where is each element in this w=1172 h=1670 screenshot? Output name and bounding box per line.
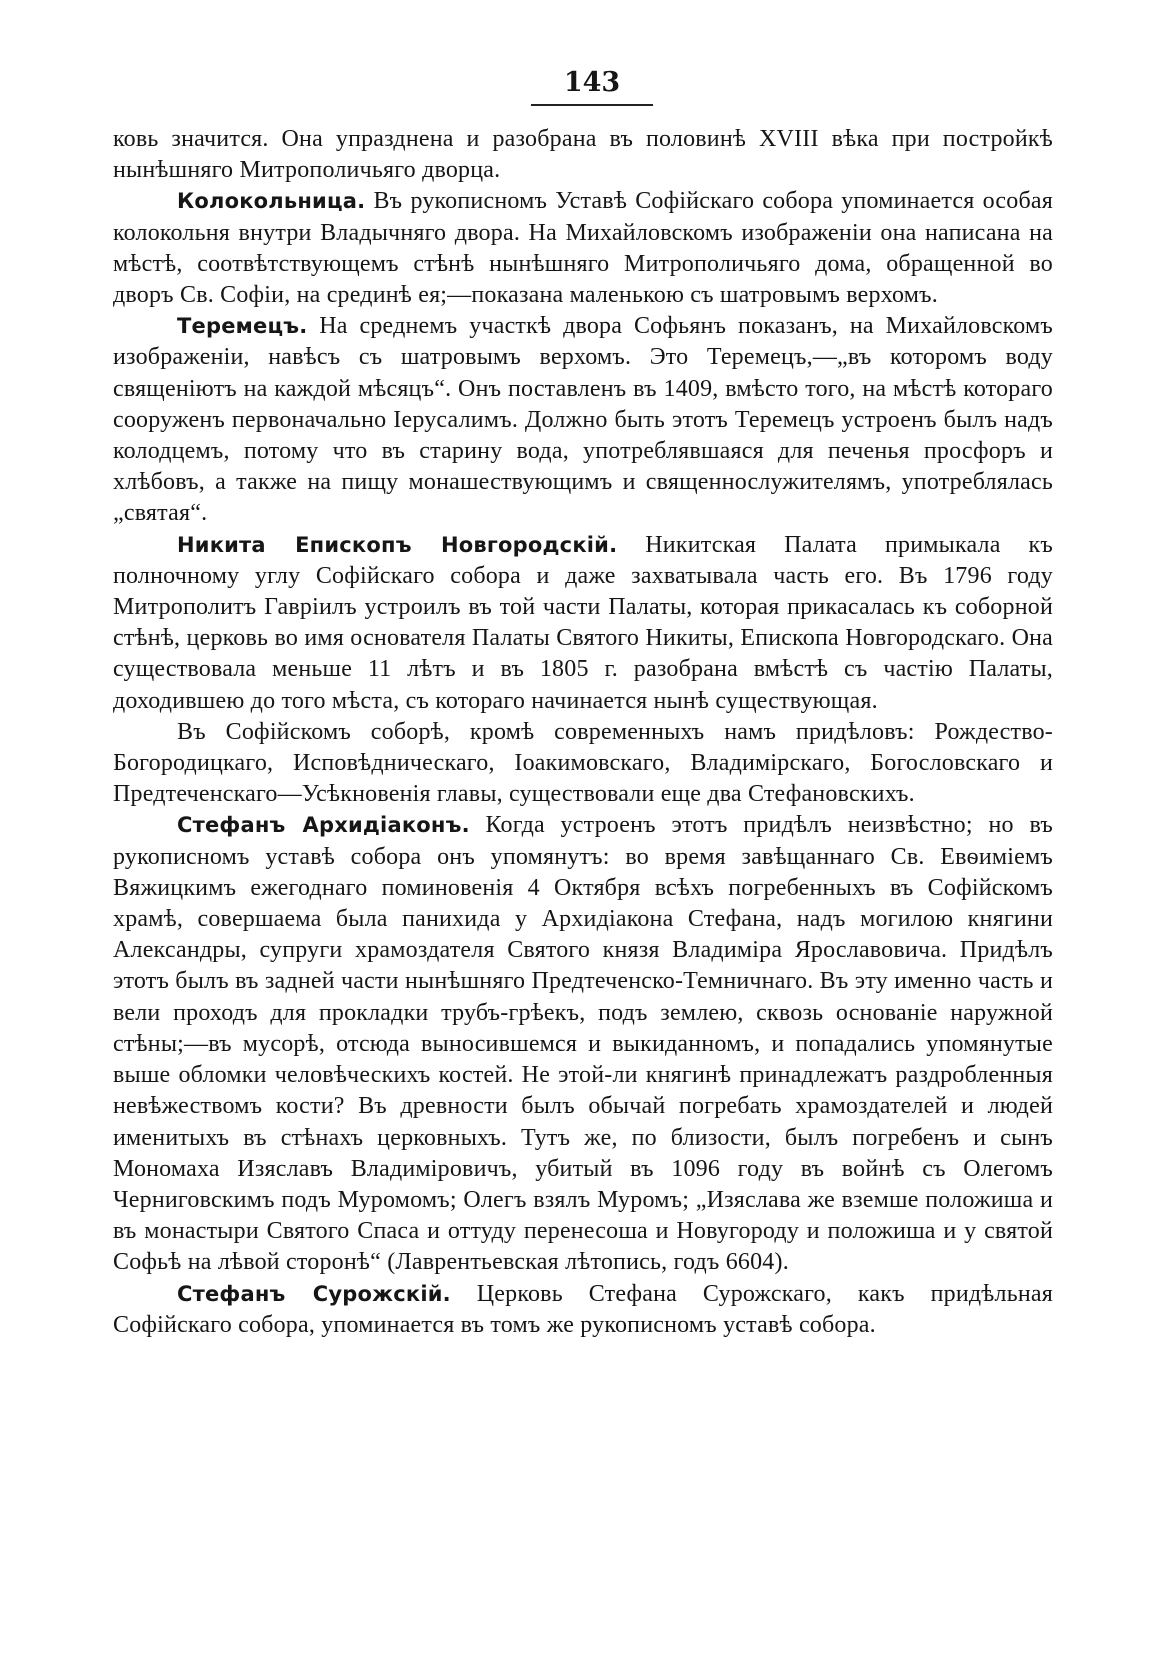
paragraph-heading: Колокольница. <box>177 189 366 214</box>
paragraph-text: Въ Софійскомъ соборѣ, кромѣ современныхъ намъ придѣловъ: Рождество-Богородицкаго, Исповѣдническаго, Іоакимовскаго, Владимірскаго, Богословскаго и Предтеченскаго—Усѣкновенія главы, существовали еще два Стефановскихъ. <box>113 718 1053 808</box>
paragraph-kolokolnitsa <box>113 186 1053 311</box>
paragraph-chapels <box>113 717 1053 811</box>
paragraph-text: Никитская Палата примыкала къ полночному углу Софійскаго собора и даже захватывала часть его. Въ 1796 году Митрополитъ Гавріилъ устроилъ въ той части Палаты, которая прикасалась къ соборной стѣнѣ, церковь во имя основателя Палаты Святого Никиты, Епископа Новгородскаго. Она существовала меньше 11 лѣтъ и въ 1805 г. разобрана вмѣстѣ съ частію Палаты, доходившею до того мѣста, съ котораго начинается нынѣ существующая. <box>113 531 1053 714</box>
book-page <box>113 66 1053 1341</box>
paragraph-text: ковь значится. Она упразднена и разобрана въ половинѣ XVIII вѣка при постройкѣ нынѣшняго Митрополичьяго дворца. <box>113 126 1053 184</box>
page-number: 143 <box>563 67 621 98</box>
paragraph-heading: Стефанъ Архидіаконъ. <box>177 813 470 838</box>
paragraph-text: Въ рукописномъ Уставѣ Софійскаго собора упоминается особая колокольня внутри Владычняго двора. На Михайловскомъ изображеніи она написана на мѣстѣ, соотвѣтствующемъ стѣнѣ нынѣшняго Митрополичьяго дома, обращенной во дворъ Св. Софіи, на срединѣ ея;—показана маленькою съ шатровымъ верхомъ. <box>113 188 1053 309</box>
paragraph-stefan-archdeacon <box>113 810 1053 1278</box>
paragraph-heading: Стефанъ Сурожскій. <box>177 1281 451 1306</box>
paragraph-text: На среднемъ участкѣ двора Софьянъ показанъ, на Михайловскомъ изображеніи, навѣсъ съ шатровымъ верхомъ. Это Теремецъ,—„въ которомъ воду священіютъ на каждой мѣсяцъ“. Онъ поставленъ въ 1409, вмѣсто того, на мѣстѣ котораго сооруженъ первоначально Іерусалимъ. Должно быть этотъ Теремецъ устроенъ былъ надъ колодцемъ, потому что въ старину вода, употреблявшаяся для печенья просфоръ и хлѣбовъ, а также на пищу монашествующимъ и священнослужителямъ, употреблялась „святая“. <box>113 313 1053 527</box>
paragraph-text: Когда устроенъ этотъ придѣлъ неизвѣстно; но въ рукописномъ уставѣ собора онъ упомянутъ: во время завѣщаннаго Св. Евѳиміемъ Вяжицкимъ ежегоднаго поминовенія 4 Октября всѣхъ погребенныхъ въ Софійскомъ храмѣ, совершаема была панихида у Архидіакона Стефана, надъ могилою княгини Александры, супруги храмоздателя Святого князя Владиміра Ярославовича. Придѣлъ этотъ былъ въ задней части нынѣшняго Предтеченско-Темничнаго. Въ эту именно часть и вели проходъ для прокладки трубъ-грѣекъ, подъ землею, сквозь основаніе наружной стѣны;—въ мусорѣ, отсюда выносившемся и выкиданномъ, и попадались упомянутые выше обломки человѣческихъ костей. Не этой-ли княгинѣ принадлежатъ раздробленныя невѣжествомъ кости? Въ древности былъ обычай погребать храмоздателей и людей именитыхъ въ стѣнахъ церковныхъ. Тутъ же, по близости, былъ погребенъ и сынъ Мономаха Изяславъ Владиміровичъ, убитый въ 1096 году въ войнѣ съ Олегомъ Черниговскимъ подъ Муромомъ; Олегъ взялъ Муромъ; „Изяслава же вземше положиша и въ монастыри Святого Спаса и оттуду перенесоша и Новугороду и положиша и у святой Софьѣ на лѣвой сторонѣ“ (Лаврентьевская лѣтопись, годъ 6604). <box>113 812 1053 1276</box>
paragraph-heading: Теремецъ. <box>177 314 308 339</box>
header-rule <box>531 104 653 106</box>
paragraph-text: Церковь Стефана Сурожскаго, какъ придѣльная Софійскаго собора, упоминается въ томъ же рукописномъ уставѣ собора. <box>113 1280 1053 1338</box>
paragraph-heading: Никита Епископъ Новгородскій. <box>177 532 618 557</box>
paragraph-continuation <box>113 124 1053 186</box>
paragraph-stefan-surozh <box>113 1279 1053 1341</box>
paragraph-nikita <box>113 530 1053 717</box>
page-body <box>113 124 1053 1341</box>
paragraph-teremets <box>113 311 1053 529</box>
